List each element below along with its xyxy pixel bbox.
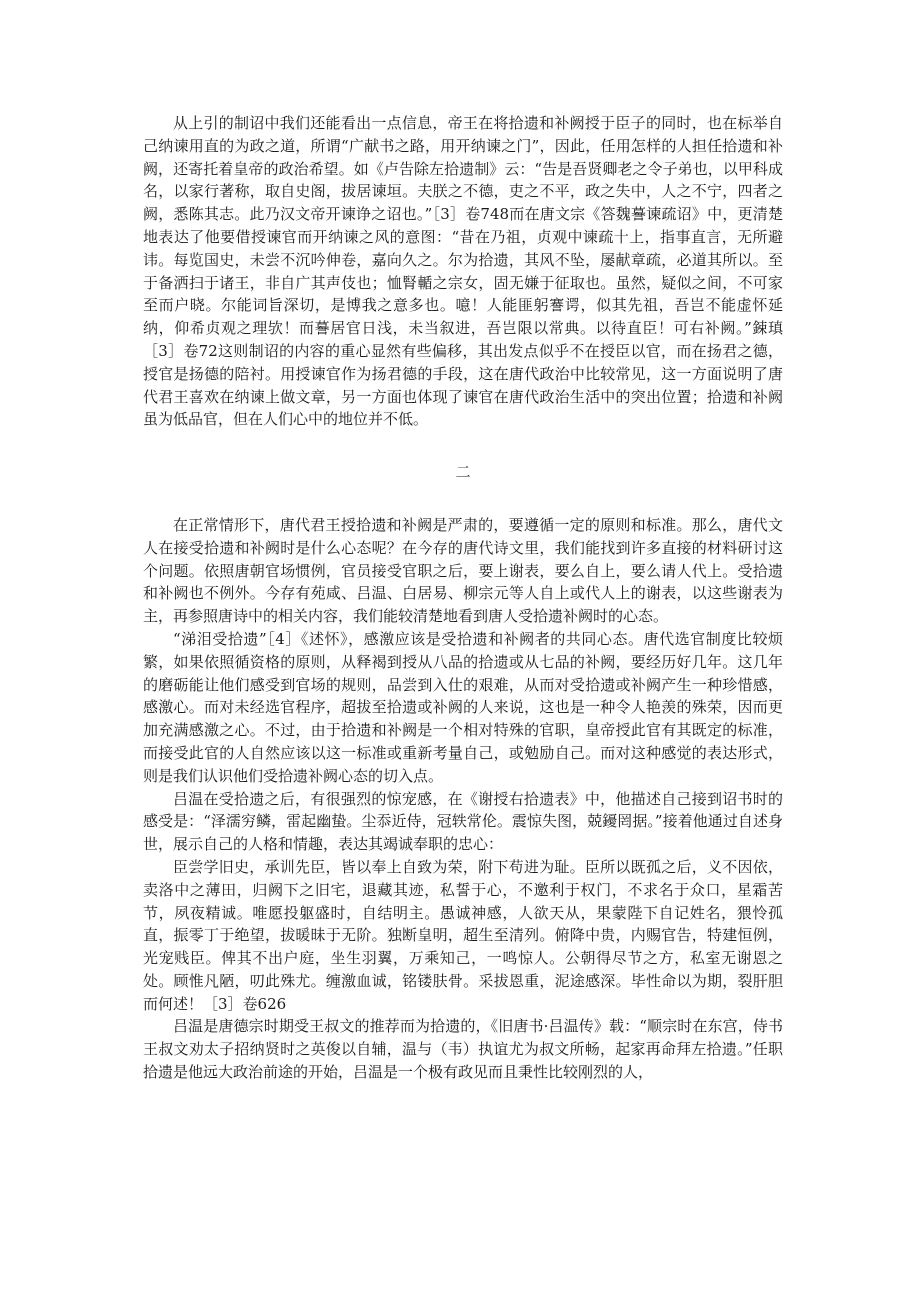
article-body xyxy=(143,112,783,1084)
paragraph-3: “涕泪受拾遗”［4］《述怀》，感激应该是受拾遗和补阙者的共同心态。唐代选官制度比较烦繁，如果依照循资格的原则，从释褐到授从八品的拾遗或从七品的补阙，要经历好几年。这几年的磨砺能让他们感受到官场的规则，品尝到入仕的艰难，从而对受拾遗或补阙产生一种珍惜感，感激心。而对未经选官程序，超拔至拾遗或补阙的人来说，这也是一种令人艳羡的殊荣，因而更加充满感激之心。不过，由于拾遗和补阙是一个相对特殊的官职，皇帝授此官有其既定的标准，而接受此官的人自然应该以这一标准或重新考量自己，或勉励自己。而对这种感觉的表达形式，则是我们认识他们受拾遗补阙心态的切入点。 xyxy=(143,629,783,785)
paragraph-2: 在正常情形下，唐代君王授拾遗和补阙是严肃的，要遵循一定的原则和标准。那么，唐代文人在接受拾遗和补阙时是什么心态呢？在今存的唐代诗文里，我们能找到许多直接的材料研讨这个问题。依照唐朝官场惯例，官员接受官职之后，要上谢表，要么自上，要么请人代上。受拾遗和补阙也不例外。今存有苑咸、吕温、白居易、柳宗元等人自上或代人上的谢表，以这些谢表为主，再参照唐诗中的相关内容，我们能较清楚地看到唐人受拾遗补阙时的心态。 xyxy=(143,515,783,626)
block-quote: 臣尝学旧史，承训先臣，皆以奉上自致为荣，附下苟进为耻。臣所以既孤之后，义不因依，卖洛中之薄田，归阙下之旧宅，退藏其迹，私誓于心，不邀利于权门，不求名于众口，星霜苦节，夙夜精诚。唯愿投躯盛时，自结明主。愚诚神感，人欲天从，果蒙陛下自记姓名，猥怜孤直，振零丁于绝望，拔暖昧于无阶。独断皇明，超生至清列。俯降中贵，内赐官告，特建恒例，光宠贱臣。俾其不出户庭，坐生羽翼，万乘知己，一鸣惊人。公朝得尽节之方，私室无谢恩之处。顾惟凡陋，叨此殊尤。缠激血诚，铭镂肤骨。采拔恩重，泥途感深。毕性命以为期，裂肝胆而何述！［3］卷626 xyxy=(143,857,783,1013)
paragraph-1: 从上引的制诏中我们还能看出一点信息，帝王在将拾遗和补阙授于臣子的同时，也在标举自己纳谏用直的为政之道，所谓“广献书之路，用开纳谏之门”，因此，任用怎样的人担任拾遗和补阙，还寄托着皇帝的政治希望。如《卢告除左拾遗制》云：“告是吾贤卿老之令子弟也，以甲科成名，以家行著称，取自史阁，拔居谏垣。夫朕之不德，吏之不平，政之失中，人之不宁，四者之阙，悉陈其志。此乃汉文帝开谏诤之诏也。”［3］卷748而在唐文宗《答魏謩谏疏诏》中，更清楚地表达了他要借授谏官而开纳谏之风的意图：“昔在乃祖，贞观中谏疏十上，指事直言，无所避讳。每览国史，未尝不沉吟伸卷，嘉向久之。尔为拾遗，其风不坠，屡献章疏，必道其所以。至于备洒扫于诸王，非自广其声伎也；恤腎輴之宗女，固无嫌于征取也。虽然，疑似之间，不可家至而户晓。尔能词旨深切，是博我之意多也。噫！人能匪躬謇谔，似其先祖，吾岂不能虚怀延纳，仰希贞观之理欤！而謩居官日浅，未当叙进，吾岂限以常典。以待直臣！可右补阙。”鋉瑱［3］卷72这则制诏的内容的重心显然有些偏移，其出发点似乎不在授臣以官，而在扬君之德，授官是扬德的陪衬。用授谏官作为扬君德的手段，这在唐代政治中比较常见，这一方面说明了唐代君王喜欢在纳谏上做文章，另一方面也体现了谏官在唐代政治生活中的突出位置；拾遗和补阙虽为低品官，但在人们心中的地位并不低。 xyxy=(143,114,783,429)
paragraph-4: 吕温在受拾遗之后，有很强烈的惊宠感，在《谢授右拾遗表》中，他描述自己接到诏书时的感受是：“泽濡穷鳞，雷起幽蛰。尘忝近侍，冠轶常伦。震惊失图，兢䥳罔据。”接着他通过自述身世，展示自己的人格和情趣，表达其竭诚奉职的忠心： xyxy=(143,789,783,854)
paragraph-6: 吕温是唐德宗时期受王叔文的推荐而为拾遗的，《旧唐书·吕温传》载：“顺宗时在东宫，侍书王叔文劝太子招纳贤时之英俊以自辅，温与（韦）执谊尤为叔文所畅，起家再命拜左拾遗。”任职拾遗是他远大政治前途的开始，吕温是一个极有政见而且秉性比较刚烈的人， xyxy=(143,1017,783,1082)
section-heading: 二 xyxy=(455,463,471,482)
